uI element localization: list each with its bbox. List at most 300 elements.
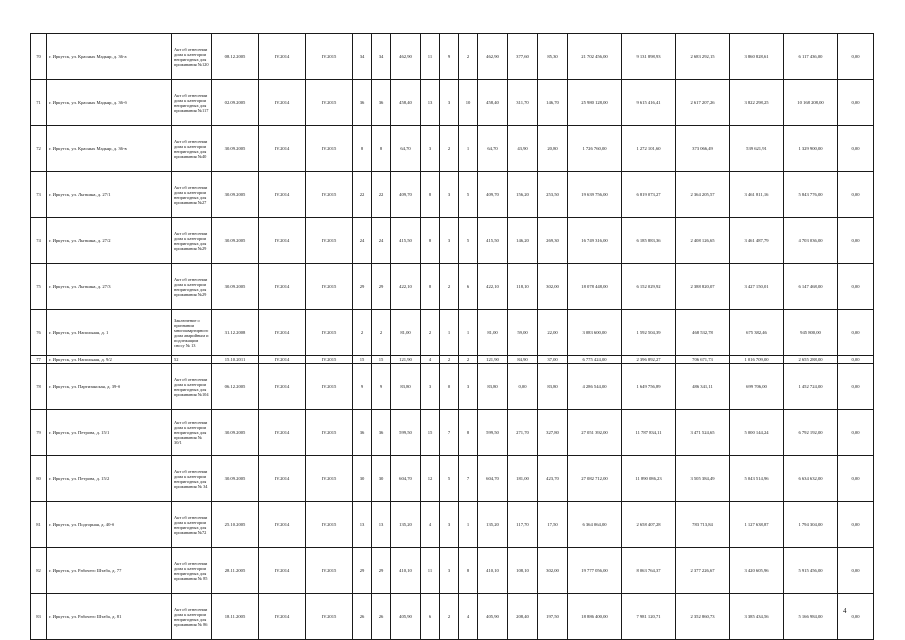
- premises-private-cell: 7: [440, 410, 459, 456]
- extra-funds-cell: 2 655 288,00: [784, 356, 838, 364]
- planned-quarter-end-cell: IV.2015: [306, 264, 353, 310]
- area-municipal-cell: 17,50: [538, 502, 568, 548]
- premises-count-cell: 8: [421, 264, 440, 310]
- premises-count-cell: 15: [421, 410, 440, 456]
- total-cost-cell: 27 082 712,00: [568, 456, 622, 502]
- other-funds-cell: 0,00: [838, 364, 874, 410]
- area-municipal-cell: 85,30: [538, 34, 568, 80]
- planned-quarter-start-cell: IV.2014: [259, 310, 306, 356]
- row-number-cell: 80: [31, 456, 47, 502]
- resettled-area-cell: 405,90: [478, 594, 508, 640]
- premises-count-cell: 3: [421, 126, 440, 172]
- resettled-area-cell: 458,40: [478, 80, 508, 126]
- premises-count-cell: 13: [421, 80, 440, 126]
- premises-private-cell: 3: [440, 172, 459, 218]
- planned-quarter-end-cell: IV.2015: [306, 410, 353, 456]
- area-private-cell: 271,70: [508, 410, 538, 456]
- document-date-cell: 06.12.2005: [212, 364, 259, 410]
- resettled-area-cell: 81,00: [478, 310, 508, 356]
- extra-funds-cell: 4 703 036,00: [784, 218, 838, 264]
- planned-quarter-start-cell: IV.2014: [259, 126, 306, 172]
- local-budget-cell: 3 461 811,16: [730, 172, 784, 218]
- area-municipal-cell: 146,70: [538, 80, 568, 126]
- row-number-cell: 75: [31, 264, 47, 310]
- premises-count-cell: 8: [421, 172, 440, 218]
- table-row: [31, 594, 874, 640]
- fund-cost-cell: 6 819 073,27: [622, 172, 676, 218]
- total-area-cell: 121,90: [391, 356, 421, 364]
- extra-funds-cell: 5 915 456,00: [784, 548, 838, 594]
- total-cost-cell: 6 364 064,00: [568, 502, 622, 548]
- regional-budget-cell: 3 505 384,49: [676, 456, 730, 502]
- regional-budget-cell: 3 471 524,65: [676, 410, 730, 456]
- total-area-cell: 462,90: [391, 34, 421, 80]
- resettled-area-cell: 135,20: [478, 502, 508, 548]
- total-cost-cell: 25 980 128,00: [568, 80, 622, 126]
- document-cell: Акт об отнесении дома к категории непригодных для проживания №29: [172, 218, 212, 264]
- regional-budget-cell: 2 388 820,07: [676, 264, 730, 310]
- planned-quarter-end-cell: IV.2015: [306, 364, 353, 410]
- premises-municipal-cell: 1: [459, 310, 478, 356]
- row-number-cell: 83: [31, 594, 47, 640]
- area-private-cell: 146,20: [508, 218, 538, 264]
- residents-count-cell: 34: [353, 34, 372, 80]
- planned-quarter-end-cell: IV.2015: [306, 456, 353, 502]
- regional-budget-cell: 2 683 292,15: [676, 34, 730, 80]
- local-budget-cell: 1 127 638,87: [730, 502, 784, 548]
- residents-count-cell: 2: [353, 310, 372, 356]
- premises-private-cell: 3: [440, 80, 459, 126]
- residents-resettled-cell: 15: [372, 356, 391, 364]
- table-row: [31, 502, 874, 548]
- row-number-cell: 73: [31, 172, 47, 218]
- table-row: [31, 264, 874, 310]
- premises-municipal-cell: 2: [459, 34, 478, 80]
- premises-municipal-cell: 7: [459, 456, 478, 502]
- document-date-cell: 30.09.2005: [212, 456, 259, 502]
- total-area-cell: 422,10: [391, 264, 421, 310]
- planned-quarter-end-cell: IV.2015: [306, 594, 353, 640]
- total-cost-cell: 6 775 424,00: [568, 356, 622, 364]
- other-funds-cell: 0,00: [838, 548, 874, 594]
- fund-cost-cell: 1 649 756,89: [622, 364, 676, 410]
- row-number-cell: 71: [31, 80, 47, 126]
- local-budget-cell: 3 822 298,25: [730, 80, 784, 126]
- address-cell: г. Иркутск, ул. Подгорная, д. 40-б: [47, 502, 172, 548]
- fund-cost-cell: 9 131 898,93: [622, 34, 676, 80]
- residents-count-cell: 15: [353, 356, 372, 364]
- residents-count-cell: 29: [353, 264, 372, 310]
- fund-cost-cell: 2 396 892,27: [622, 356, 676, 364]
- fund-cost-cell: 1 592 504,39: [622, 310, 676, 356]
- residents-count-cell: 36: [353, 410, 372, 456]
- area-municipal-cell: 423,70: [538, 456, 568, 502]
- residents-resettled-cell: 29: [372, 264, 391, 310]
- local-budget-cell: 5 000 144,24: [730, 410, 784, 456]
- area-private-cell: 181,00: [508, 456, 538, 502]
- table-body: [31, 34, 874, 640]
- row-number-cell: 79: [31, 410, 47, 456]
- regional-budget-cell: 373 066,49: [676, 126, 730, 172]
- area-municipal-cell: 253,50: [538, 172, 568, 218]
- premises-municipal-cell: 4: [459, 594, 478, 640]
- address-cell: г. Иркутск, ул. Лыткина, д. 27/2: [47, 218, 172, 264]
- area-private-cell: 208,40: [508, 594, 538, 640]
- premises-municipal-cell: 1: [459, 502, 478, 548]
- residents-count-cell: 36: [353, 80, 372, 126]
- total-cost-cell: 18 886 400,00: [568, 594, 622, 640]
- residents-resettled-cell: 2: [372, 310, 391, 356]
- total-cost-cell: 16 749 316,00: [568, 218, 622, 264]
- other-funds-cell: 0,00: [838, 172, 874, 218]
- local-budget-cell: 1 016 709,00: [730, 356, 784, 364]
- extra-funds-cell: 6 147 468,00: [784, 264, 838, 310]
- total-cost-cell: 4 286 544,00: [568, 364, 622, 410]
- fund-cost-cell: 9 615 416,41: [622, 80, 676, 126]
- table-row: [31, 548, 874, 594]
- other-funds-cell: 0,00: [838, 456, 874, 502]
- area-private-cell: 156,20: [508, 172, 538, 218]
- extra-funds-cell: 5 843 776,00: [784, 172, 838, 218]
- premises-count-cell: 4: [421, 502, 440, 548]
- total-area-cell: 599,50: [391, 410, 421, 456]
- premises-private-cell: 3: [440, 218, 459, 264]
- area-municipal-cell: 197,50: [538, 594, 568, 640]
- premises-municipal-cell: 5: [459, 218, 478, 264]
- area-private-cell: 84,90: [508, 356, 538, 364]
- premises-count-cell: 6: [421, 594, 440, 640]
- area-municipal-cell: 83,80: [538, 364, 568, 410]
- row-number-cell: 77: [31, 356, 47, 364]
- local-budget-cell: 5 043 514,96: [730, 456, 784, 502]
- premises-municipal-cell: 10: [459, 80, 478, 126]
- total-area-cell: 405,90: [391, 594, 421, 640]
- fund-cost-cell: 6 185 883,36: [622, 218, 676, 264]
- premises-municipal-cell: 5: [459, 172, 478, 218]
- residents-count-cell: 30: [353, 456, 372, 502]
- planned-quarter-end-cell: IV.2015: [306, 126, 353, 172]
- address-cell: г. Иркутск, ул. Красных Мадьяр, д. 36-б: [47, 80, 172, 126]
- area-private-cell: 0,00: [508, 364, 538, 410]
- document-cell: Акт об отнесении дома к категории непригодных для проживания №27: [172, 172, 212, 218]
- premises-private-cell: 2: [440, 594, 459, 640]
- document-date-cell: 30.09.2005: [212, 410, 259, 456]
- document-date-cell: 30.09.2005: [212, 172, 259, 218]
- address-cell: г. Иркутск, ул. Лыткина, д. 27/1: [47, 172, 172, 218]
- extra-funds-cell: 1 329 900,00: [784, 126, 838, 172]
- premises-municipal-cell: 1: [459, 126, 478, 172]
- premises-municipal-cell: 6: [459, 264, 478, 310]
- document-cell: Акт об отнесении дома к категории непригодных для проживания № 34: [172, 456, 212, 502]
- premises-count-cell: 4: [421, 356, 440, 364]
- document-cell: Акт об отнесении дома к категории непригодных для проживания № 86: [172, 594, 212, 640]
- total-area-cell: 135,20: [391, 502, 421, 548]
- document-cell: Акт об отнесении дома к категории непригодных для проживания №104: [172, 364, 212, 410]
- document-date-cell: 31.12.2008: [212, 310, 259, 356]
- fund-cost-cell: 2 658 407,28: [622, 502, 676, 548]
- residents-resettled-cell: 36: [372, 410, 391, 456]
- premises-private-cell: 2: [440, 264, 459, 310]
- table-row: [31, 310, 874, 356]
- local-budget-cell: 3 461 487,79: [730, 218, 784, 264]
- planned-quarter-start-cell: IV.2014: [259, 456, 306, 502]
- document-cell: Заключение о признании многоквартирного дома аварийным и подлежащим сносу № 13: [172, 310, 212, 356]
- other-funds-cell: 0,00: [838, 80, 874, 126]
- document-date-cell: 30.09.2005: [212, 264, 259, 310]
- resettled-area-cell: 409,70: [478, 172, 508, 218]
- residents-count-cell: 8: [353, 126, 372, 172]
- area-municipal-cell: 302,00: [538, 264, 568, 310]
- area-private-cell: 118,10: [508, 264, 538, 310]
- total-cost-cell: 19 639 756,00: [568, 172, 622, 218]
- local-budget-cell: 3 385 434,56: [730, 594, 784, 640]
- premises-municipal-cell: 8: [459, 410, 478, 456]
- planned-quarter-end-cell: IV.2015: [306, 502, 353, 548]
- extra-funds-cell: 6 792 192,00: [784, 410, 838, 456]
- premises-private-cell: 3: [440, 548, 459, 594]
- regional-budget-cell: 2 364 205,57: [676, 172, 730, 218]
- premises-private-cell: 9: [440, 34, 459, 80]
- resettled-area-cell: 462,90: [478, 34, 508, 80]
- planned-quarter-start-cell: IV.2014: [259, 594, 306, 640]
- residents-count-cell: 26: [353, 594, 372, 640]
- area-municipal-cell: 20,80: [538, 126, 568, 172]
- resettled-area-cell: 410,10: [478, 548, 508, 594]
- address-cell: г. Иркутск, ул. Рабочего Штаба, д. 81: [47, 594, 172, 640]
- other-funds-cell: 0,00: [838, 126, 874, 172]
- local-budget-cell: 3 420 605,96: [730, 548, 784, 594]
- document-date-cell: 25.10.2005: [212, 502, 259, 548]
- fund-cost-cell: 11 890 086,23: [622, 456, 676, 502]
- document-date-cell: 15.10.2011: [212, 356, 259, 364]
- other-funds-cell: 0,00: [838, 410, 874, 456]
- document-cell: Акт об отнесении дома к категории непригодных для проживания №117: [172, 80, 212, 126]
- area-private-cell: 43,90: [508, 126, 538, 172]
- fund-cost-cell: 7 981 120,71: [622, 594, 676, 640]
- resettled-area-cell: 422,10: [478, 264, 508, 310]
- resettled-area-cell: 83,80: [478, 364, 508, 410]
- premises-count-cell: 2: [421, 310, 440, 356]
- document-date-cell: 30.09.2005: [212, 126, 259, 172]
- local-budget-cell: 539 621,91: [730, 126, 784, 172]
- planned-quarter-end-cell: IV.2015: [306, 548, 353, 594]
- total-cost-cell: 27 051 392,00: [568, 410, 622, 456]
- total-area-cell: 458,40: [391, 80, 421, 126]
- extra-funds-cell: 6 117 436,00: [784, 34, 838, 80]
- residents-resettled-cell: 9: [372, 364, 391, 410]
- address-cell: г. Иркутск, ул. Партизанская, д. 39-б: [47, 364, 172, 410]
- regional-budget-cell: 468 532,78: [676, 310, 730, 356]
- total-area-cell: 81,00: [391, 310, 421, 356]
- premises-municipal-cell: 3: [459, 364, 478, 410]
- other-funds-cell: 0,00: [838, 594, 874, 640]
- premises-count-cell: 12: [421, 456, 440, 502]
- housing-table: [30, 33, 874, 640]
- premises-private-cell: 1: [440, 310, 459, 356]
- area-municipal-cell: 302,00: [538, 548, 568, 594]
- residents-resettled-cell: 26: [372, 594, 391, 640]
- area-private-cell: 59,00: [508, 310, 538, 356]
- table-row: [31, 410, 874, 456]
- residents-count-cell: 13: [353, 502, 372, 548]
- resettled-area-cell: 415,50: [478, 218, 508, 264]
- area-private-cell: 377,60: [508, 34, 538, 80]
- total-cost-cell: 21 702 456,00: [568, 34, 622, 80]
- address-cell: г. Иркутск, ул. Напольная, д. 9/2: [47, 356, 172, 364]
- regional-budget-cell: 2 617 207,26: [676, 80, 730, 126]
- other-funds-cell: 0,00: [838, 218, 874, 264]
- row-number-cell: 82: [31, 548, 47, 594]
- total-cost-cell: 18 078 448,00: [568, 264, 622, 310]
- fund-cost-cell: 8 063 764,37: [622, 548, 676, 594]
- table-row: [31, 172, 874, 218]
- address-cell: г. Иркутск, ул. Лыткина, д. 27/3: [47, 264, 172, 310]
- residents-resettled-cell: 13: [372, 502, 391, 548]
- document-cell: Акт об отнесении дома к категории непригодных для проживания № 30/1: [172, 410, 212, 456]
- row-number-cell: 74: [31, 218, 47, 264]
- regional-budget-cell: 486 341,11: [676, 364, 730, 410]
- address-cell: г. Иркутск, ул. Напольная, д. 1: [47, 310, 172, 356]
- area-municipal-cell: 37,00: [538, 356, 568, 364]
- table-row: [31, 126, 874, 172]
- area-private-cell: 108,10: [508, 548, 538, 594]
- local-budget-cell: 699 706,00: [730, 364, 784, 410]
- premises-private-cell: 3: [440, 502, 459, 548]
- total-area-cell: 415,50: [391, 218, 421, 264]
- address-cell: г. Иркутск, ул. Рабочего Штаба, д. 77: [47, 548, 172, 594]
- address-cell: г. Иркутск, ул. Красных Мадьяр, д. 36-в: [47, 126, 172, 172]
- planned-quarter-end-cell: IV.2015: [306, 356, 353, 364]
- total-cost-cell: 3 083 600,00: [568, 310, 622, 356]
- planned-quarter-start-cell: IV.2014: [259, 172, 306, 218]
- document-cell: Акт об отнесении дома к категории непригодных для проживания №40: [172, 126, 212, 172]
- page-number: 4: [843, 607, 847, 615]
- local-budget-cell: 675 382,46: [730, 310, 784, 356]
- row-number-cell: 72: [31, 126, 47, 172]
- planned-quarter-end-cell: IV.2015: [306, 80, 353, 126]
- regional-budget-cell: 2 352 860,73: [676, 594, 730, 640]
- address-cell: г. Иркутск, ул. Петрова, д. 15/2: [47, 456, 172, 502]
- total-cost-cell: 1 726 760,00: [568, 126, 622, 172]
- extra-funds-cell: 6 634 632,00: [784, 456, 838, 502]
- table-row: [31, 456, 874, 502]
- other-funds-cell: 0,00: [838, 264, 874, 310]
- planned-quarter-end-cell: IV.2015: [306, 34, 353, 80]
- extra-funds-cell: 945 800,00: [784, 310, 838, 356]
- regional-budget-cell: 783 713,84: [676, 502, 730, 548]
- area-private-cell: 311,70: [508, 80, 538, 126]
- table-row: [31, 218, 874, 264]
- document-cell: Акт об отнесении дома к категории непригодных для проживания №120: [172, 34, 212, 80]
- row-number-cell: 78: [31, 364, 47, 410]
- total-area-cell: 409,70: [391, 172, 421, 218]
- table-row: [31, 34, 874, 80]
- planned-quarter-end-cell: IV.2015: [306, 310, 353, 356]
- total-area-cell: 604,70: [391, 456, 421, 502]
- document-cell: 52: [172, 356, 212, 364]
- extra-funds-cell: 1 794 304,00: [784, 502, 838, 548]
- residents-resettled-cell: 30: [372, 456, 391, 502]
- premises-private-cell: 2: [440, 356, 459, 364]
- planned-quarter-start-cell: IV.2014: [259, 34, 306, 80]
- residents-resettled-cell: 29: [372, 548, 391, 594]
- total-cost-cell: 19 777 056,00: [568, 548, 622, 594]
- planned-quarter-start-cell: IV.2014: [259, 364, 306, 410]
- residents-resettled-cell: 36: [372, 80, 391, 126]
- residents-count-cell: 29: [353, 548, 372, 594]
- area-private-cell: 117,70: [508, 502, 538, 548]
- document-date-cell: 18.11.2005: [212, 594, 259, 640]
- table-row: [31, 80, 874, 126]
- extra-funds-cell: 1 452 724,00: [784, 364, 838, 410]
- total-area-cell: 64,70: [391, 126, 421, 172]
- resettled-area-cell: 121,90: [478, 356, 508, 364]
- row-number-cell: 76: [31, 310, 47, 356]
- document-date-cell: 08.12.2005: [212, 34, 259, 80]
- premises-municipal-cell: 2: [459, 356, 478, 364]
- residents-count-cell: 24: [353, 218, 372, 264]
- planned-quarter-start-cell: IV.2014: [259, 502, 306, 548]
- fund-cost-cell: 6 152 029,92: [622, 264, 676, 310]
- document-cell: Акт об отнесении дома к категории непригодных для проживания № 85: [172, 548, 212, 594]
- planned-quarter-end-cell: IV.2015: [306, 218, 353, 264]
- fund-cost-cell: 1 272 101,60: [622, 126, 676, 172]
- resettled-area-cell: 604,70: [478, 456, 508, 502]
- premises-private-cell: 0: [440, 364, 459, 410]
- total-area-cell: 83,80: [391, 364, 421, 410]
- premises-count-cell: 11: [421, 34, 440, 80]
- document-date-cell: 02.09.2005: [212, 80, 259, 126]
- planned-quarter-start-cell: IV.2014: [259, 356, 306, 364]
- local-budget-cell: 3 860 828,61: [730, 34, 784, 80]
- address-cell: г. Иркутск, ул. Петрова, д. 15/1: [47, 410, 172, 456]
- area-municipal-cell: 327,80: [538, 410, 568, 456]
- premises-count-cell: 3: [421, 364, 440, 410]
- resettled-area-cell: 599,50: [478, 410, 508, 456]
- premises-private-cell: 5: [440, 456, 459, 502]
- table-row: [31, 356, 874, 364]
- residents-resettled-cell: 24: [372, 218, 391, 264]
- residents-resettled-cell: 8: [372, 126, 391, 172]
- residents-count-cell: 9: [353, 364, 372, 410]
- local-budget-cell: 3 427 150,01: [730, 264, 784, 310]
- extra-funds-cell: 5 166 984,00: [784, 594, 838, 640]
- planned-quarter-start-cell: IV.2014: [259, 218, 306, 264]
- regional-budget-cell: 2 377 226,67: [676, 548, 730, 594]
- other-funds-cell: 0,00: [838, 34, 874, 80]
- area-municipal-cell: 22,00: [538, 310, 568, 356]
- document-date-cell: 28.11.2005: [212, 548, 259, 594]
- document-cell: Акт об отнесении дома к категории непригодных для проживания №29: [172, 264, 212, 310]
- total-area-cell: 410,10: [391, 548, 421, 594]
- fund-cost-cell: 11 787 834,11: [622, 410, 676, 456]
- residents-resettled-cell: 22: [372, 172, 391, 218]
- residents-count-cell: 22: [353, 172, 372, 218]
- premises-municipal-cell: 8: [459, 548, 478, 594]
- document-cell: Акт об отнесении дома к категории непригодных для проживания №72: [172, 502, 212, 548]
- other-funds-cell: 0,00: [838, 310, 874, 356]
- row-number-cell: 81: [31, 502, 47, 548]
- planned-quarter-start-cell: IV.2014: [259, 80, 306, 126]
- other-funds-cell: 0,00: [838, 356, 874, 364]
- other-funds-cell: 0,00: [838, 502, 874, 548]
- resettled-area-cell: 64,70: [478, 126, 508, 172]
- area-municipal-cell: 269,30: [538, 218, 568, 264]
- premises-count-cell: 8: [421, 218, 440, 264]
- address-cell: г. Иркутск, ул. Красных Мадьяр, д. 36-а: [47, 34, 172, 80]
- planned-quarter-start-cell: IV.2014: [259, 548, 306, 594]
- planned-quarter-start-cell: IV.2014: [259, 264, 306, 310]
